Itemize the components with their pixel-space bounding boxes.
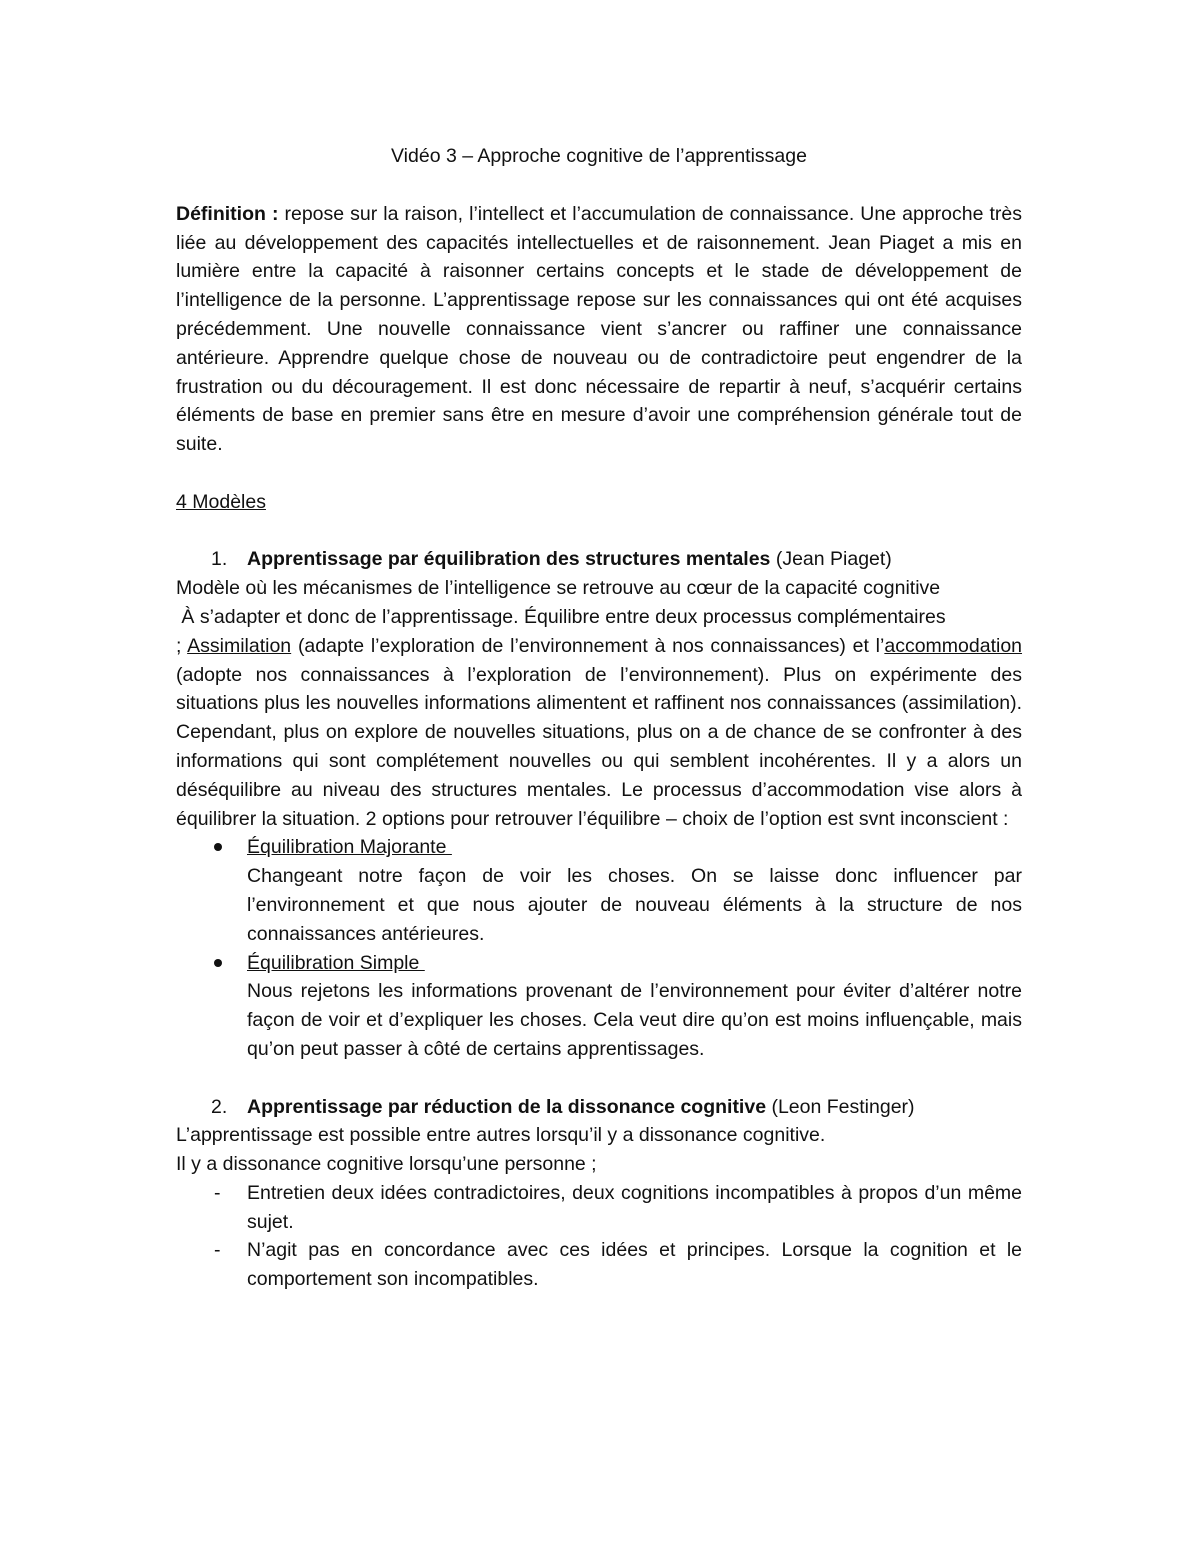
dash-marker: -: [214, 1239, 221, 1262]
model1-line2: À s’adapter et donc de l’apprentissage. Équilibre entre deux processus complémentaires: [176, 605, 946, 628]
bullet-text: Nous rejetons les informations provenant de l’environnement pour éviter d’altérer notre façon de voir et d’expliquer les choses. Cela veut dire qu’on est moins influençable, mais qu’on peut passer à côté de certains apprentissages.: [247, 980, 1022, 1060]
list-item-text: Entretien deux idées contradictoires, deux cognitions incompatibles à propos d’un même sujet.: [247, 1181, 1022, 1233]
model2-heading: [176, 1093, 1022, 1122]
accommodation-term: accommodation: [884, 634, 1023, 657]
model2-number: 2.: [211, 1095, 228, 1118]
bullet-text: Changeant notre façon de voir les choses. On se laisse donc influencer par l’environnement et que nous ajouter de nouveau éléments à la structure de nos connaissances antérieures.: [247, 865, 1022, 945]
bullet-item-simple: [176, 949, 1022, 978]
model2-line2: Il y a dissonance cognitive lorsqu’une personne ;: [176, 1153, 597, 1176]
model2-line1: L’apprentissage est possible entre autres lorsqu’il y a dissonance cognitive.: [176, 1124, 826, 1147]
model1-heading: [176, 545, 1022, 574]
assimilation-term: Assimilation: [187, 634, 292, 657]
list-item: [176, 1179, 1022, 1237]
model1-paragraph: [176, 632, 1022, 834]
section-heading: 4 Modèles: [176, 490, 266, 513]
model1-p-c: (adopte nos connaissances à l’exploration de l’environnement). Plus on expérimente des situations plus les nouvelles informations alimentent et raffinent nos connaissances (assimilation). Cependant, plus on explore de nouvelles situations, plus on a de chance de se confronter à des informations qui sont complétement nouvelles ou qui semblent incohérentes. Il y a alors un déséquilibre au niveau des structures mentales. Le processus d’accommodation vise alors à équilibrer la situation. 2 options pour retrouver l’équilibre – choix de l’option est svnt inconscient :: [176, 663, 1022, 830]
bullet-item-majorante: [176, 833, 1022, 862]
model1-p-a: ;: [176, 634, 188, 657]
document-title: Vidéo 3 – Approche cognitive de l’apprentissage: [391, 145, 807, 167]
definition-text: repose sur la raison, l’intellect et l’accumulation de connaissance. Une approche très liée au développement des capacités intellectuelles et de raisonnement. Jean Piaget a mis en lumière entre la capacité à raisonner certains concepts et le stade de développement de l’intelligence de la personne. L’apprentissage repose sur les connaissances qui ont été acquises précédemment. Une nouvelle connaissance vient s’ancrer ou raffiner une connaissance antérieure. Apprendre quelque chose de nouveau ou de contradictoire peut engendrer de la frustration ou du découragement. Il est donc nécessaire de repartir à neuf, s’acquérir certains éléments de base en premier sans être en mesure d’avoir une compréhension générale tout de suite.: [176, 202, 1022, 456]
model1-title: Apprentissage par équilibration des structures mentales: [247, 548, 771, 571]
model1-p-b: (adapte l’exploration de l’environnement à nos connaissances) et l’: [291, 634, 885, 657]
list-item-text: N’agit pas en concordance avec ces idées et principes. Lorsque la cognition et le comportement son incompatibles.: [247, 1239, 1022, 1291]
model1-number: 1.: [211, 548, 228, 571]
document-body: [176, 142, 1022, 1294]
bullet-dot-icon: [214, 959, 222, 967]
bullet-heading: Équilibration Majorante: [247, 836, 452, 859]
bullet-dot-icon: [214, 843, 222, 851]
model2-title: Apprentissage par réduction de la dissonance cognitive: [247, 1095, 767, 1118]
model1-line1: Modèle où les mécanismes de l’intelligence se retrouve au cœur de la capacité cognitive: [176, 577, 941, 600]
model2-author: (Leon Festinger): [766, 1095, 915, 1118]
list-item: [176, 1236, 1022, 1294]
bullet-heading: Équilibration Simple: [247, 951, 425, 974]
model1-author: (Jean Piaget): [770, 548, 892, 571]
dash-marker: -: [214, 1181, 221, 1204]
definition-paragraph: [176, 200, 1022, 459]
definition-label: Définition :: [176, 202, 279, 225]
